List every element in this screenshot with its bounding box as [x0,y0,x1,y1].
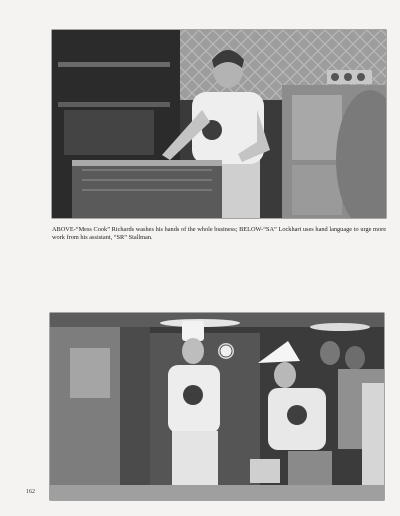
photo-galley-sink-image [52,30,386,218]
photo-caption: ABOVE-“Mess Cook” Richards washes his hands of the whole business; BELOW-“SA” Lockhart uses hand language to urge more work from his assistant, “SR” Stallman. [52,226,386,241]
page-number: 162 [26,489,35,495]
photo-galley-sink [52,30,386,218]
photo-cooks-counter-image [50,313,384,500]
photo-cooks-counter [50,313,384,500]
